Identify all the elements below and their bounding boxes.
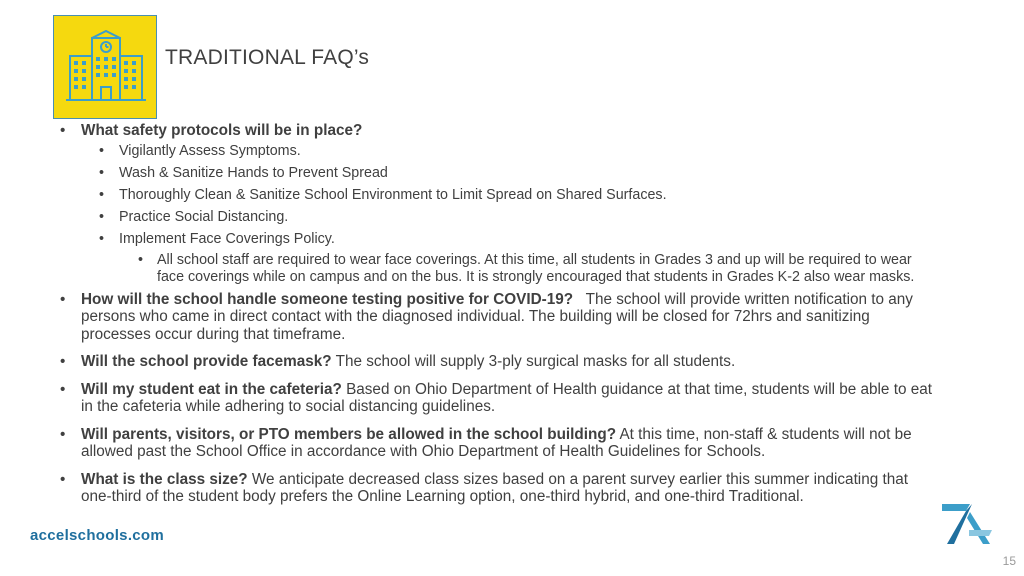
faq-item bbox=[58, 291, 938, 344]
faq-question: Will my student eat in the cafeteria? bbox=[81, 380, 342, 398]
protocol-item: • Implement Face Coverings Policy. bbox=[58, 228, 938, 250]
faq-item bbox=[58, 381, 938, 416]
faq-question: What safety protocols will be in place? bbox=[81, 122, 363, 139]
faq-item bbox=[58, 426, 938, 461]
accel-logo-icon bbox=[940, 500, 996, 548]
page-number: 15 bbox=[1002, 554, 1016, 568]
protocol-item: • Vigilantly Assess Symptoms. bbox=[58, 140, 938, 162]
footer-url: accelschools.com bbox=[30, 527, 165, 544]
faq-answer: The school will supply 3-ply surgical masks for all students. bbox=[335, 353, 736, 370]
protocol-item: • Wash & Sanitize Hands to Prevent Spread bbox=[58, 162, 938, 184]
faq-answer: We anticipate decreased class sizes based on a parent survey earlier this summer indicating that one-third of the student body prefers the Online Learning option, one-third hybrid, and one-third Traditional. bbox=[81, 470, 908, 505]
faq-answer: Based on Ohio Department of Health guidance at that time, students will be able to eat in the cafeteria while adhering to social distancing guidelines. bbox=[81, 380, 932, 415]
faq-item bbox=[58, 353, 938, 371]
protocol-item: • Thoroughly Clean & Sanitize School Environment to Limit Spread on Shared Surfaces. bbox=[58, 184, 938, 206]
header-icon-box bbox=[53, 15, 157, 119]
faq-answer: At this time, non-staff & students will not be allowed past the School Office in accordance with Ohio Department of Health Guidelines for Schools. bbox=[81, 425, 912, 460]
faq-question: What is the class size? bbox=[81, 470, 248, 488]
faq-item bbox=[58, 122, 938, 140]
protocol-item: • Practice Social Distancing. bbox=[58, 206, 938, 228]
faq-content bbox=[58, 122, 938, 506]
school-building-icon bbox=[66, 30, 146, 106]
faq-question: Will the school provide facemask? bbox=[81, 353, 332, 370]
faq-item bbox=[58, 471, 938, 506]
faq-question: How will the school handle someone testing positive for COVID-19? bbox=[81, 290, 574, 308]
faq-answer: The school will provide written notification to any persons who came in direct contact with the diagnosed individual. The building will be closed for 72hrs and sanitizing processes occur during that timeframe. bbox=[81, 290, 913, 343]
faq-question: Will parents, visitors, or PTO members be allowed in the school building? bbox=[81, 425, 617, 443]
face-covering-detail: • All school staff are required to wear face coverings. At this time, all students in Grades 3 and up will be required to wear face coverings while on campus and on the bus. It is strongly encouraged that students in Grades K-2 also wear masks. bbox=[58, 252, 938, 286]
page-title: TRADITIONAL FAQ’s bbox=[165, 46, 370, 69]
